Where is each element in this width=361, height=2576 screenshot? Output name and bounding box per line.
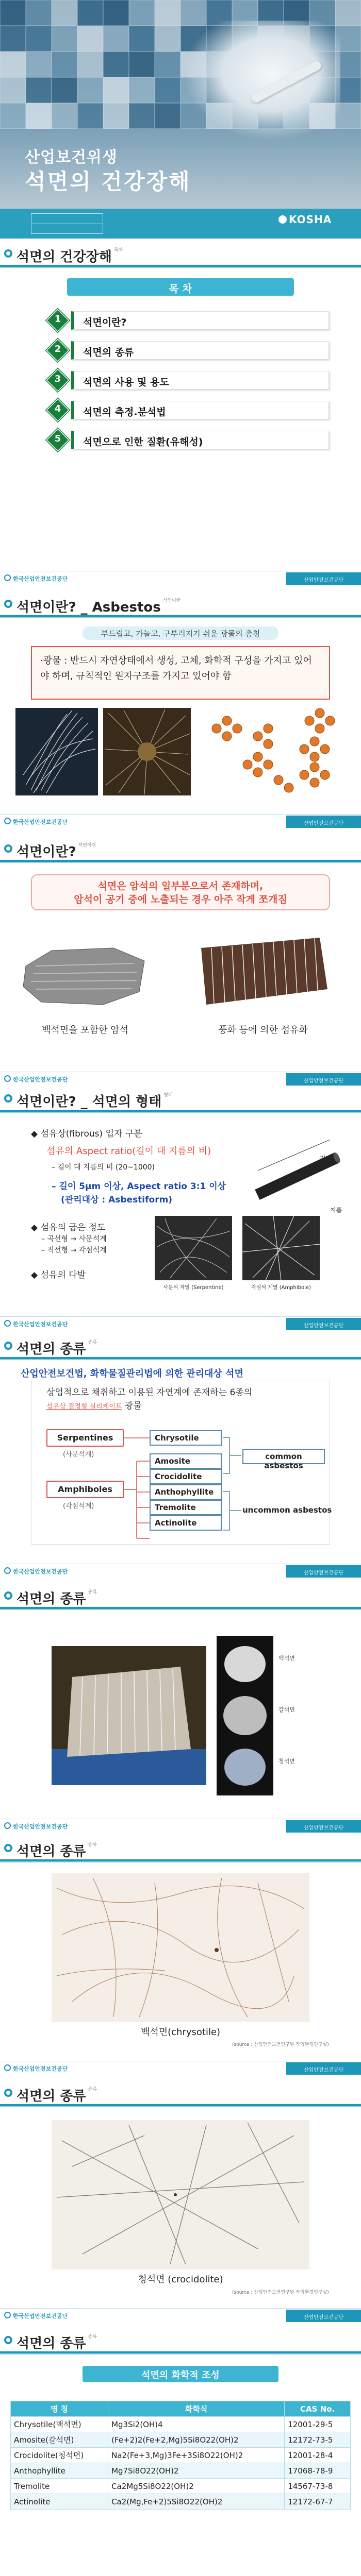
serpentine-label: 사문석 계열 (Serpentine) — [163, 1285, 224, 1291]
amphibole-micrograph — [242, 1216, 320, 1280]
header-bullet-icon — [4, 1094, 12, 1103]
header-bullet-icon — [4, 844, 12, 853]
serpentine-micrograph — [155, 1216, 232, 1280]
label-chrysotile: 백석면 — [278, 1655, 295, 1662]
slide-title: 석면의 건강장해 $^{목차}$ — [17, 248, 123, 265]
slide-what-is-asbestos — [0, 592, 361, 799]
cell-name: Tremolite — [11, 2479, 108, 2494]
mineral-chrysotile: Chrysotile — [150, 1430, 222, 1446]
table-row — [11, 2417, 351, 2432]
caption-rock: 백석면을 포함한 암석 — [42, 1025, 128, 1036]
header-bullet-icon — [4, 1591, 12, 1600]
amphiboles-kr: (각섬석계) — [63, 1502, 94, 1510]
cell-cas: 17068-78-9 — [285, 2463, 351, 2479]
slide-subtitle: 부드럽고, 가늘고, 구부러지기 쉬운 광물의 총칭 — [83, 626, 278, 640]
table-title: 석면의 화학적 조성 — [83, 2366, 278, 2382]
composition-table — [10, 2401, 351, 2510]
caption-crocidolite: 청석면 (crocidolite) — [138, 2274, 223, 2285]
sample-strip-photo — [217, 1636, 273, 1795]
slide-footer: 한국산업안전보건공단 산업안전보건공단 — [0, 2308, 361, 2323]
cell-formula: Ca2Mg5Si8O22(OH)2 — [108, 2479, 285, 2494]
cover — [0, 0, 361, 209]
types-intro: 상업적으로 채취하고 이용된 자연계에 존재하는 6종의 — [46, 1387, 253, 1398]
cover-title: 석면의 건강장해 — [25, 169, 191, 194]
toc-item[interactable]: 1 석면이란? — [46, 309, 335, 332]
slide-title: 석면의 종류 $^{종류}$ — [17, 1340, 97, 1357]
cell-cas: 12172-73-5 — [285, 2432, 351, 2448]
toc-pill: 목 차 — [67, 278, 294, 296]
slide-footer: 한국산업안전보건공단 산업안전보건공단 — [0, 814, 361, 828]
cover-figure — [186, 21, 340, 139]
slide-asbestos-samples — [0, 1584, 361, 1806]
label-diameter: 지름 — [330, 1207, 342, 1214]
amphibole-label: 각섬석 계열 (Amphibole) — [251, 1285, 311, 1291]
serpentines-kr: (사문석계) — [63, 1451, 94, 1459]
cover-stamp — [31, 213, 103, 234]
slide-crocidolite — [0, 2081, 361, 2298]
asbestos-crystal-photo — [103, 708, 191, 795]
bullet-fibrous: ◆ 섬유상(fibrous) 입자 구분 — [31, 1129, 142, 1139]
cell-formula: (Fe+2)2(Fe+2,Mg)5Si8O22(OH)2 — [108, 2432, 285, 2448]
cell-formula: Mg7Si8O22(OH)2 — [108, 2463, 285, 2479]
table-row — [11, 2448, 351, 2463]
header-bullet-icon — [4, 1844, 12, 1852]
slide-title: 석면의 종류 $^{종류}$ — [17, 1590, 97, 1607]
header-bullet-icon — [4, 249, 12, 258]
header-bullet-icon — [4, 600, 12, 608]
serpentines-box: Serpentines — [46, 1429, 124, 1447]
uncommon-asbestos-label: uncommon asbestos — [242, 1505, 332, 1515]
mineral-anthophyllite: Anthophyllite — [150, 1484, 222, 1500]
caption-fibrous-rock: 풍화 등에 의한 섬유화 — [218, 1025, 308, 1036]
law-line: 산업안전보건법, 화학물질관리법에 의한 관리대상 석면 — [21, 1368, 243, 1379]
source-note: (source : 산업안전보건연구원 작업환경연구실) — [232, 2290, 329, 2295]
slide-footer: 한국산업안전보건공단 산업안전보건공단 — [0, 1564, 361, 1578]
label-amosite: 갈석면 — [278, 1706, 295, 1713]
cell-name: Amosite(갈석면) — [11, 2432, 108, 2448]
toc-item[interactable]: 3 석면의 사용 및 용도 — [46, 369, 335, 392]
kosha-logo-icon — [278, 215, 287, 224]
col-formula: 화학식 — [108, 2401, 285, 2417]
asbestos-fiber-photo — [15, 708, 98, 795]
slide-footer: 한국산업안전보건공단 산업안전보건공단 — [0, 1072, 361, 1086]
chrysotile-micrograph — [52, 1873, 309, 2022]
slide-footer: 한국산업안전보건공단 산업안전보건공단 — [0, 1316, 361, 1331]
slide-header — [0, 242, 361, 270]
org-name: KOSHA — [289, 213, 332, 226]
slide-footer: 한국산업안전보건공단 산업안전보건공단 — [0, 1819, 361, 1833]
bending-curved: – 곡선형 → 사문석계 — [41, 1235, 107, 1243]
mineral-amosite: Amosite — [150, 1453, 222, 1469]
cell-name: Actinolite — [11, 2494, 108, 2510]
aspect-ratio-text: 섬유의 Aspect ratio(길이 대 지름의 비) — [46, 1146, 211, 1157]
col-name: 명 칭 — [11, 2401, 108, 2417]
bending-straight: – 직선형 → 각섬석계 — [41, 1246, 107, 1255]
toc-item[interactable]: 4 석면의 측정.분석법 — [46, 399, 335, 421]
label-length: 길이 — [320, 1155, 332, 1162]
cell-cas: 12172-67-7 — [285, 2494, 351, 2510]
toc-item[interactable]: 5 석면으로 인한 질환(유해성) — [46, 429, 335, 451]
ratio-range: – 길이 대 지름의 비 (20~1000) — [52, 1163, 155, 1172]
group-braces — [222, 1427, 242, 1535]
mineral-tremolite: Tremolite — [150, 1500, 222, 1515]
table-row — [11, 2479, 351, 2494]
slide-asbestos-form — [0, 1087, 361, 1303]
cell-name: Anthophyllite — [11, 2463, 108, 2479]
slide-title: 석면의 종류 $^{종류}$ — [17, 2334, 97, 2351]
fibrous-rock-photo — [191, 927, 335, 1018]
header-bullet-icon — [4, 1342, 12, 1350]
criteria-line: – 길이 5μm 이상, Aspect ratio 3:1 이상 — [52, 1181, 226, 1192]
slide-footer: 한국산업안전보건공단 산업안전보건공단 — [0, 2061, 361, 2075]
mineral-actinolite: Actinolite — [150, 1515, 222, 1531]
header-bullet-icon — [4, 2089, 12, 2097]
header-bullet-icon — [4, 2336, 12, 2344]
table-row — [11, 2432, 351, 2448]
cell-cas: 14567-73-8 — [285, 2479, 351, 2494]
crocidolite-micrograph — [52, 2120, 309, 2269]
slide-chemical-composition — [0, 2329, 361, 2535]
slide-footer: 한국산업안전보건공단 산업안전보건공단 — [0, 571, 361, 585]
table-row — [11, 2494, 351, 2510]
slide-toc — [0, 242, 361, 466]
label-crocidolite: 청석면 — [278, 1758, 295, 1765]
slide-chrysotile — [0, 1837, 361, 2050]
asbestos-sample-photo — [52, 1646, 206, 1785]
cell-formula: Mg3Si2(OH)4 — [108, 2417, 285, 2432]
amphiboles-box: Amphiboles — [46, 1481, 124, 1498]
slide-title: 석면의 종류 $^{종류}$ — [17, 1842, 97, 1859]
rock-photo — [21, 935, 150, 1012]
cell-cas: 12001-28-4 — [285, 2448, 351, 2463]
types-intro-2: 섬유상 결정형 실리케이트 광물 — [46, 1401, 142, 1411]
slide-title: 석면의 종류 $^{종류}$ — [17, 2087, 97, 2104]
mineral-crocidolite: Crocidolite — [150, 1469, 222, 1484]
cover-subtitle: 산업보건위생 — [25, 148, 118, 166]
slide-title: 석면이란? _ Asbestos $^{석면이란}$ — [17, 598, 181, 615]
common-asbestos-label: common asbestos — [242, 1449, 325, 1464]
callout-box: 석면은 암석의 일부분으로서 존재하며, 암석이 공기 중에 노출되는 경우 아주 작게 쪼개짐 — [31, 874, 330, 910]
cell-name: Crocidolite(청석면) — [11, 2448, 108, 2463]
caption-chrysotile: 백석면(chrysotile) — [140, 2027, 221, 2038]
slide-title: 석면이란? _ 석면의 형태 $^{형태}$ — [17, 1093, 173, 1110]
bullet-bundle: ◆ 섬유의 다발 — [31, 1270, 86, 1280]
cell-formula: Na2(Fe+3,Mg)3Fe+3Si8O22(OH)2 — [108, 2448, 285, 2463]
toc-item[interactable]: 2 석면의 종류 — [46, 339, 335, 362]
criteria-target: (관리대상 : Asbestiform) — [61, 1195, 173, 1205]
bullet-bending: ◆ 섬유의 굽은 정도 — [31, 1223, 106, 1233]
cell-formula: Ca2(Mg,Fe+2)5Si8O22(OH)2 — [108, 2494, 285, 2510]
mineral-definition: ·광물 : 반드시 자연상태에서 생성, 고체, 화학적 구성을 가지고 있어야 하며, 규칙적인 원자구조를 가지고 있어야 함 — [31, 646, 330, 700]
col-cas: CAS No. — [285, 2401, 351, 2417]
cell-name: Chrysotile(백석면) — [11, 2417, 108, 2432]
fiber-cylinder-diagram — [242, 1139, 356, 1211]
crystal-structure-diagram — [201, 708, 346, 795]
cell-cas: 12001-29-5 — [285, 2417, 351, 2432]
slide-asbestos-types — [0, 1334, 361, 1551]
slide-asbestos-in-rock — [0, 837, 361, 1059]
source-note: (source : 산업안전보건연구원 작업환경연구실) — [232, 2042, 329, 2047]
table-row — [11, 2463, 351, 2479]
slide-title: 석면이란? $^{석면이란}$ — [17, 843, 96, 860]
